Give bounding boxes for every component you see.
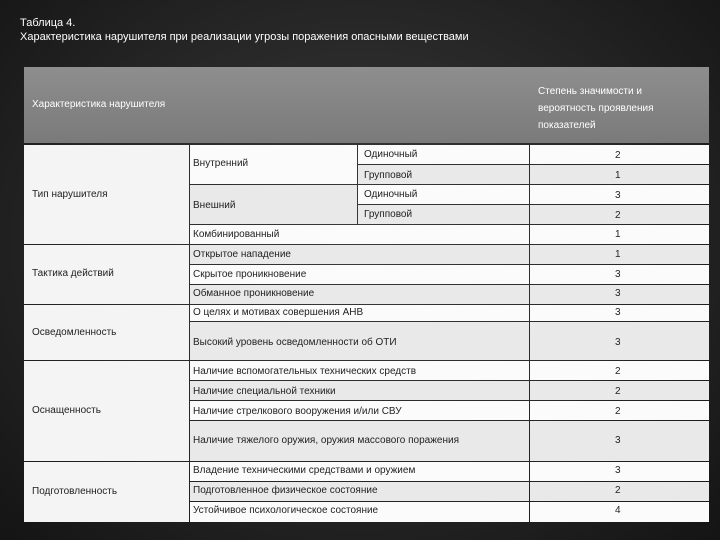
row-value: 3	[615, 465, 621, 476]
row-value: 3	[615, 435, 621, 446]
row-label-cell	[190, 285, 529, 304]
internal-single-cell	[358, 145, 529, 164]
row-label-cell	[190, 305, 529, 321]
row-value: 3	[615, 288, 621, 299]
header-significance-line: вероятность проявления	[538, 103, 654, 114]
group-label-equipment: Оснащенность	[32, 405, 101, 416]
value-cell	[530, 165, 709, 184]
row-value-cell	[530, 322, 709, 360]
row-value: 2	[615, 366, 621, 377]
value-external-group: 2	[615, 210, 621, 221]
row-value: 3	[615, 269, 621, 280]
row-value-cell	[530, 361, 709, 380]
value-cell	[530, 185, 709, 204]
row-label-cell	[190, 502, 529, 522]
row-value-cell	[530, 462, 709, 481]
row-label-cell	[190, 245, 529, 264]
row-value: 2	[615, 485, 621, 496]
external-group-cell	[358, 205, 529, 224]
row-value: 3	[615, 337, 621, 348]
row-label: Обманное проникновение	[193, 288, 315, 299]
internal-single-label: Одиночный	[364, 149, 418, 160]
group-cell-preparedness	[24, 462, 189, 522]
combined-cell	[190, 225, 529, 244]
row-value: 3	[615, 307, 621, 318]
external-single-label: Одиночный	[364, 189, 418, 200]
row-label: О целях и мотивах совершения АНВ	[193, 307, 364, 318]
header-significance-line: Степень значимости и	[538, 86, 642, 97]
type-internal-label: Внутренний	[193, 158, 249, 169]
row-label: Подготовленное физическое состояние	[193, 485, 378, 496]
row-label-cell	[190, 265, 529, 284]
row-value-cell	[530, 305, 709, 321]
row-value: 1	[615, 249, 621, 260]
row-value: 4	[615, 505, 621, 516]
value-external-single: 3	[615, 190, 621, 201]
row-value-cell	[530, 421, 709, 461]
row-value-cell	[530, 265, 709, 284]
row-value-cell	[530, 482, 709, 501]
row-label: Устойчивое психологическое состояние	[193, 505, 379, 516]
external-single-cell	[358, 185, 529, 204]
group-cell-type	[24, 145, 189, 244]
external-group-label: Групповой	[364, 209, 413, 220]
group-cell-tactics	[24, 245, 189, 304]
group-label-type: Тип нарушителя	[32, 189, 108, 200]
group-label-tactics: Тактика действий	[32, 268, 114, 279]
row-label: Наличие тяжелого оружия, оружия массового поражения	[193, 435, 460, 446]
type-internal-cell	[190, 145, 357, 184]
header-significance	[538, 83, 698, 134]
row-value-cell	[530, 245, 709, 264]
row-label: Высокий уровень осведомленности об ОТИ	[193, 337, 397, 348]
row-value-cell	[530, 285, 709, 304]
row-label: Наличие вспомогательных технических средств	[193, 366, 417, 377]
caption-number: Таблица 4.	[20, 17, 76, 29]
group-label-preparedness: Подготовленность	[32, 486, 118, 497]
row-label-cell	[190, 421, 529, 461]
row-value: 2	[615, 386, 621, 397]
header-characteristic: Характеристика нарушителя	[32, 99, 166, 110]
row-label-cell	[190, 361, 529, 380]
row-label: Наличие стрелкового вооружения и/или СВУ	[193, 406, 402, 417]
value-cell	[530, 205, 709, 224]
group-cell-awareness	[24, 305, 189, 360]
row-label-cell	[190, 322, 529, 360]
row-value-cell	[530, 401, 709, 420]
row-label: Скрытое проникновение	[193, 269, 307, 280]
row-label-cell	[190, 401, 529, 420]
value-cell	[530, 145, 709, 164]
combined-label: Комбинированный	[193, 229, 280, 240]
row-label-cell	[190, 482, 529, 501]
row-label: Наличие специальной техники	[193, 386, 336, 397]
row-label: Владение техническими средствами и оружием	[193, 465, 416, 476]
row-label-cell	[190, 381, 529, 400]
row-value-cell	[530, 502, 709, 522]
value-internal-single: 2	[615, 150, 621, 161]
row-label-cell	[190, 462, 529, 481]
row-value-cell	[530, 381, 709, 400]
row-value: 2	[615, 406, 621, 417]
group-label-awareness: Осведомленность	[32, 327, 117, 338]
type-external-cell	[190, 185, 357, 224]
type-external-label: Внешний	[193, 200, 236, 211]
internal-group-cell	[358, 165, 529, 184]
table-header	[24, 67, 709, 143]
row-label: Открытое нападение	[193, 249, 291, 260]
value-cell	[530, 225, 709, 244]
internal-group-label: Групповой	[364, 170, 413, 181]
group-cell-equipment	[24, 361, 189, 461]
value-combined: 1	[615, 229, 621, 240]
value-internal-group: 1	[615, 170, 621, 181]
header-significance-line: показателей	[538, 120, 596, 131]
caption-title: Характеристика нарушителя при реализации угрозы поражения опасными веществами	[20, 31, 469, 43]
